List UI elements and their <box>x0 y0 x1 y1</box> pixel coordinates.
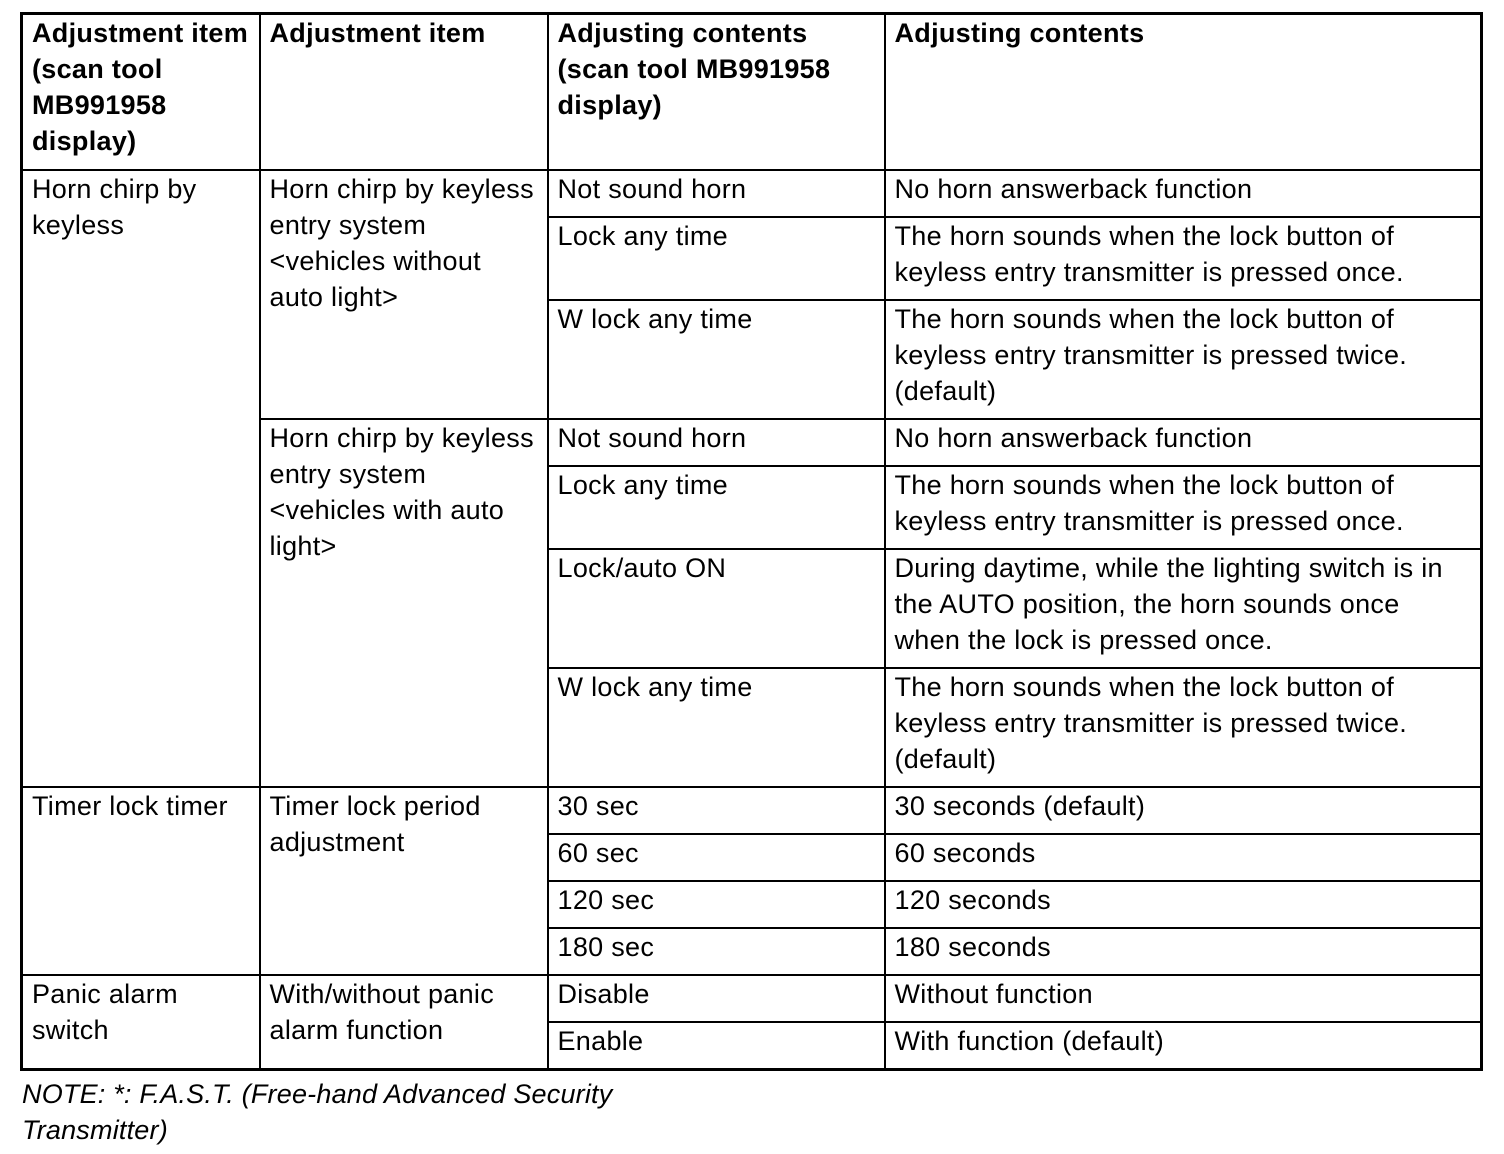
cell-content-value: Without function <box>885 975 1482 1022</box>
cell-horn-with-auto-item: Horn chirp by keyless entry system <vehicles with auto light> <box>260 419 548 787</box>
cell-panic-item: With/without panic alarm function <box>260 975 548 1069</box>
header-adjusting-contents-scan: Adjusting contents (scan tool MB991958 display) <box>548 14 885 171</box>
cell-content-value: 120 seconds <box>885 881 1482 928</box>
table-row <box>22 787 1482 834</box>
cell-content-value: 30 seconds (default) <box>885 787 1482 834</box>
cell-scan-value: Disable <box>548 975 885 1022</box>
cell-scan-value: W lock any time <box>548 668 885 787</box>
cell-scan-value: 180 sec <box>548 928 885 975</box>
cell-scan-value: Not sound horn <box>548 419 885 466</box>
cell-horn-item-scan: Horn chirp by keyless <box>22 170 260 787</box>
cell-scan-value: 60 sec <box>548 834 885 881</box>
cell-content-value: No horn answerback function <box>885 170 1482 217</box>
header-adjustment-item-scan: Adjustment item (scan tool MB991958 display) <box>22 14 260 171</box>
table-header-row <box>22 14 1482 171</box>
cell-scan-value: W lock any time <box>548 300 885 419</box>
table-row <box>22 975 1482 1022</box>
cell-content-value: 60 seconds <box>885 834 1482 881</box>
cell-scan-value: Enable <box>548 1022 885 1069</box>
cell-scan-value: Lock/auto ON <box>548 549 885 668</box>
cell-scan-value: Not sound horn <box>548 170 885 217</box>
cell-content-value: The horn sounds when the lock button of keyless entry transmitter is pressed twice. (default) <box>885 668 1482 787</box>
table-row <box>22 170 1482 217</box>
header-adjustment-item: Adjustment item <box>260 14 548 171</box>
cell-content-value: The horn sounds when the lock button of keyless entry transmitter is pressed twice. (default) <box>885 300 1482 419</box>
cell-scan-value: 120 sec <box>548 881 885 928</box>
cell-timer-item: Timer lock period adjustment <box>260 787 548 975</box>
cell-scan-value: 30 sec <box>548 787 885 834</box>
cell-content-value: No horn answerback function <box>885 419 1482 466</box>
cell-content-value: During daytime, while the lighting switch is in the AUTO position, the horn sounds once when the lock is pressed once. <box>885 549 1482 668</box>
cell-scan-value: Lock any time <box>548 466 885 549</box>
cell-content-value: The horn sounds when the lock button of keyless entry transmitter is pressed once. <box>885 217 1482 300</box>
cell-panic-item-scan: Panic alarm switch <box>22 975 260 1069</box>
cell-horn-without-auto-item: Horn chirp by keyless entry system <vehicles without auto light> <box>260 170 548 419</box>
cell-scan-value: Lock any time <box>548 217 885 300</box>
footnote: NOTE: *: F.A.S.T. (Free-hand Advanced Security Transmitter) <box>22 1079 613 1145</box>
cell-content-value: With function (default) <box>885 1022 1482 1069</box>
cell-content-value: The horn sounds when the lock button of keyless entry transmitter is pressed once. <box>885 466 1482 549</box>
adjustment-table <box>20 12 1483 1071</box>
cell-content-value: 180 seconds <box>885 928 1482 975</box>
header-adjusting-contents: Adjusting contents <box>885 14 1482 171</box>
cell-timer-item-scan: Timer lock timer <box>22 787 260 975</box>
